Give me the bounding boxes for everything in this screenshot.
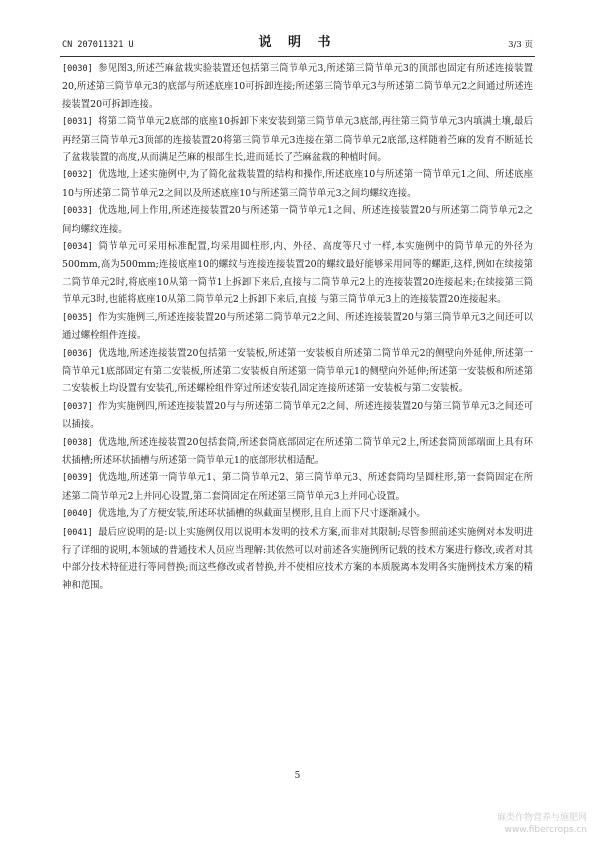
paragraph-text: 将第二筒节单元2底部的底座10拆卸下来安装到第三筒节单元3底部,再往第三筒节单元3内填满土壤,最后再经第三筒节单元3顶部的连接装置20将第三筒节单元3连接在第二筒节单元2底部,这样随着苎麻的发育不断延长了盆栽装置的高度,从而满足苎麻的根部生长,进而延长了苎麻盆栽的种植时间。 — [62, 116, 533, 164]
paragraph-text: 参见图3,所述苎麻盆栽实验装置还包括第三筒节单元3,所述第三筒节单元3的顶部也固定有所述连接装置20,所述第三筒节单元3的底部与所述底座10可拆卸连接;所述第三筒节单元3与所述第二筒节单元2之间通过所述连接装置20可拆卸连接。 — [62, 63, 533, 110]
paragraph-0035 — [62, 309, 533, 345]
paragraph-0030 — [62, 60, 533, 113]
paragraph-text: 优选地,所述第一筒节单元1、第二筒节单元2、第三筒节单元3、所述套筒均呈圆柱形,第一套筒固定在所述第二筒节单元2上并同心设置,第二套筒固定在所述第三筒节单元3上并同心设置。 — [62, 472, 533, 502]
paragraph-text: 优选地,为了方便安装,所述环状插槽的纵截面呈楔形,且自上而下尺寸逐渐减小。 — [98, 508, 426, 520]
paragraph-text: 作为实施例三,所述连接装置20与所述第二筒节单元2之间、所述连接装置20与第三筒节单元3之间还可以通过螺栓组件连接。 — [62, 311, 533, 342]
paragraph-text: 优选地,所述连接装置20包括套筒,所述套筒底部固定在所述第二筒节单元2上,所述套筒顶部端面上具有环状插槽;所述环状插槽与所述第一筒节单元1的底部形状相适配。 — [62, 436, 533, 466]
document-header — [62, 37, 533, 53]
watermark-site-name: 麻类作物营养与施肥网 — [496, 813, 587, 823]
page-info: 3/3 页 — [508, 40, 533, 50]
page-number: 5 — [294, 771, 301, 781]
paragraph-number: [0038] — [62, 437, 93, 448]
paragraph-number: [0040] — [62, 509, 93, 520]
header-divider — [60, 56, 535, 57]
paragraph-0036 — [62, 345, 533, 398]
paragraph-0040 — [62, 505, 533, 523]
paragraph-text: 作为实施例四,所述连接装置20与与所述第二筒节单元2之间、所述连接装置20与第三筒节单元3之间还可以插接。 — [62, 400, 533, 431]
paragraph-text: 优选地,上述实施例中,为了简化盆栽装置的结构和操作,所述底座10与所述第一筒节单元1之间、所述底座10与所述第二筒节单元2之间以及所述底座10与所述第三筒节单元3之间均螺纹连接。 — [62, 169, 533, 199]
paragraph-0031 — [62, 113, 533, 166]
paragraph-number: [0041] — [62, 527, 93, 538]
paragraph-0037 — [62, 398, 533, 434]
watermark-url: www.fibercrops.cn — [504, 825, 587, 835]
paragraph-number: [0034] — [62, 242, 93, 253]
paragraph-text: 筒节单元可采用标准配置,均采用圆柱形,内、外径、高度等尺寸一样,本实施例中的筒节单元的外径为500mm,高为500mm;连接底座10的螺纹与连接连接装置20的螺纹最好能够采用同等的螺距,这样,例如在续接第二筒节单元2时,将底座10从第一筒节1上拆卸下来后,直接与二筒节单元2上的连接装置20连接起来;在续接第三筒节单元3时,也能将底座10从第二筒节单元2上拆卸下来后,直接 与第三筒节单元3上的连接装置20连接起来。 — [62, 241, 533, 306]
paragraph-0039 — [62, 469, 533, 505]
paragraph-text: 优选地,同上作用,所述连接装置20与所述第一筒节单元1之间、所述连接装置20与所述第二筒节单元2之间均螺纹连接。 — [62, 205, 533, 235]
paragraph-number: [0036] — [62, 348, 93, 359]
paragraph-text: 优选地,所述连接装置20包括第一安装板,所述第一安装板自所述第二筒节单元2的侧壁向外延伸,所述第一筒节单元1底部固定有第二安装板,所述第二安装板自所述第一筒节单元1的侧壁向外延伸;所述第一安装板和所述第二安装板上均设置有安装孔,所述螺栓组件穿过所述安装孔固定连接所述第一安装板与第二安装板。 — [62, 347, 533, 395]
paragraph-0032 — [62, 166, 533, 202]
document-body — [62, 60, 533, 594]
publication-number: CN 207011321 U — [62, 40, 134, 50]
paragraph-number: [0032] — [62, 170, 93, 181]
paragraph-number: [0037] — [62, 401, 93, 412]
site-watermark — [497, 812, 587, 836]
paragraph-0041 — [62, 524, 533, 595]
paragraph-number: [0035] — [62, 312, 93, 323]
paragraph-number: [0033] — [62, 206, 93, 217]
paragraph-0033 — [62, 202, 533, 238]
paragraph-0038 — [62, 434, 533, 470]
paragraph-number: [0031] — [62, 117, 93, 128]
paragraph-number: [0039] — [62, 473, 93, 484]
paragraph-0034 — [62, 238, 533, 309]
document-title: 说 明 书 — [258, 35, 337, 50]
paragraph-text: 最后应说明的是:以上实施例仅用以说明本发明的技术方案,而非对其限制;尽管参照前述实施例对本发明进行了详细的说明,本领域的普通技术人员应当理解:其依然可以对前述各实施例所记载的技术方案进行修改,或者对其中部分技术特征进行等同替换;而这些修改或者替换,并不使相应技术方案的本质脱离本发明各实施例技术方案的精神和范围。 — [62, 526, 533, 591]
paragraph-number: [0030] — [62, 64, 93, 74]
